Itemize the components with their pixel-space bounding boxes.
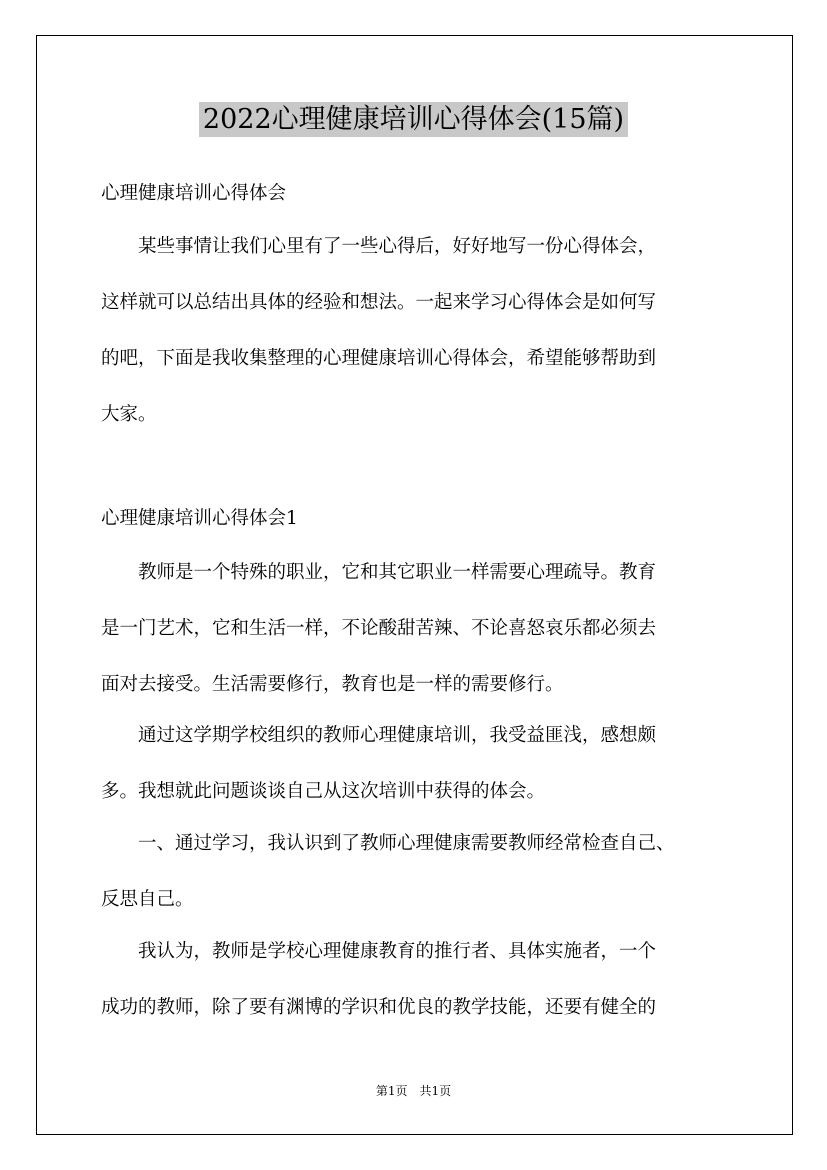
paragraph-line: 一、通过学习，我认识到了教师心理健康需要教师经常检查自己、 bbox=[101, 833, 675, 854]
paragraph-line: 我认为，教师是学校心理健康教育的推行者、具体实施者，一个 bbox=[101, 941, 657, 962]
paragraph-line: 反思自己。 bbox=[101, 889, 194, 910]
document-title-text: 2022心理健康培训心得体会(15篇) bbox=[199, 102, 628, 137]
page-number-label: 第1页 共1页 bbox=[375, 1084, 452, 1098]
paragraph-line: 教师是一个特殊的职业，它和其它职业一样需要心理疏导。教育 bbox=[101, 562, 657, 583]
paragraph-line: 是一门艺术，它和生活一样，不论酸甜苦辣、不论喜怒哀乐都必须去 bbox=[101, 618, 657, 639]
section-1-paragraph-2 bbox=[101, 708, 741, 820]
paragraph-line: 大家。 bbox=[101, 404, 157, 425]
document-title bbox=[0, 97, 827, 143]
paragraph-line: 的吧，下面是我收集整理的心理健康培训心得体会，希望能够帮助到 bbox=[101, 348, 657, 369]
intro-heading bbox=[101, 166, 741, 222]
paragraph-line: 某些事情让我们心里有了一些心得后，好好地写一份心得体会， bbox=[101, 236, 657, 257]
section-1-paragraph-3 bbox=[101, 816, 741, 928]
paragraph-line: 通过这学期学校组织的教师心理健康培训，我受益匪浅，感想颇 bbox=[101, 725, 657, 746]
paragraph-line: 多。我想就此问题谈谈自己从这次培训中获得的体会。 bbox=[101, 781, 546, 802]
section-1-heading bbox=[101, 491, 741, 547]
section-1-paragraph-1 bbox=[101, 545, 741, 713]
paragraph-line: 这样就可以总结出具体的经验和想法。一起来学习心得体会是如何写 bbox=[101, 292, 657, 313]
section-1-paragraph-4 bbox=[101, 924, 741, 1036]
paragraph-line: 面对去接受。生活需要修行，教育也是一样的需要修行。 bbox=[101, 674, 564, 695]
intro-heading-text: 心理健康培训心得体会 bbox=[101, 183, 287, 204]
page-footer bbox=[0, 1083, 827, 1099]
intro-paragraph bbox=[101, 219, 741, 443]
section-heading-text: 心理健康培训心得体会1 bbox=[101, 508, 298, 529]
paragraph-line: 成功的教师，除了要有渊博的学识和优良的教学技能，还要有健全的 bbox=[101, 997, 657, 1018]
